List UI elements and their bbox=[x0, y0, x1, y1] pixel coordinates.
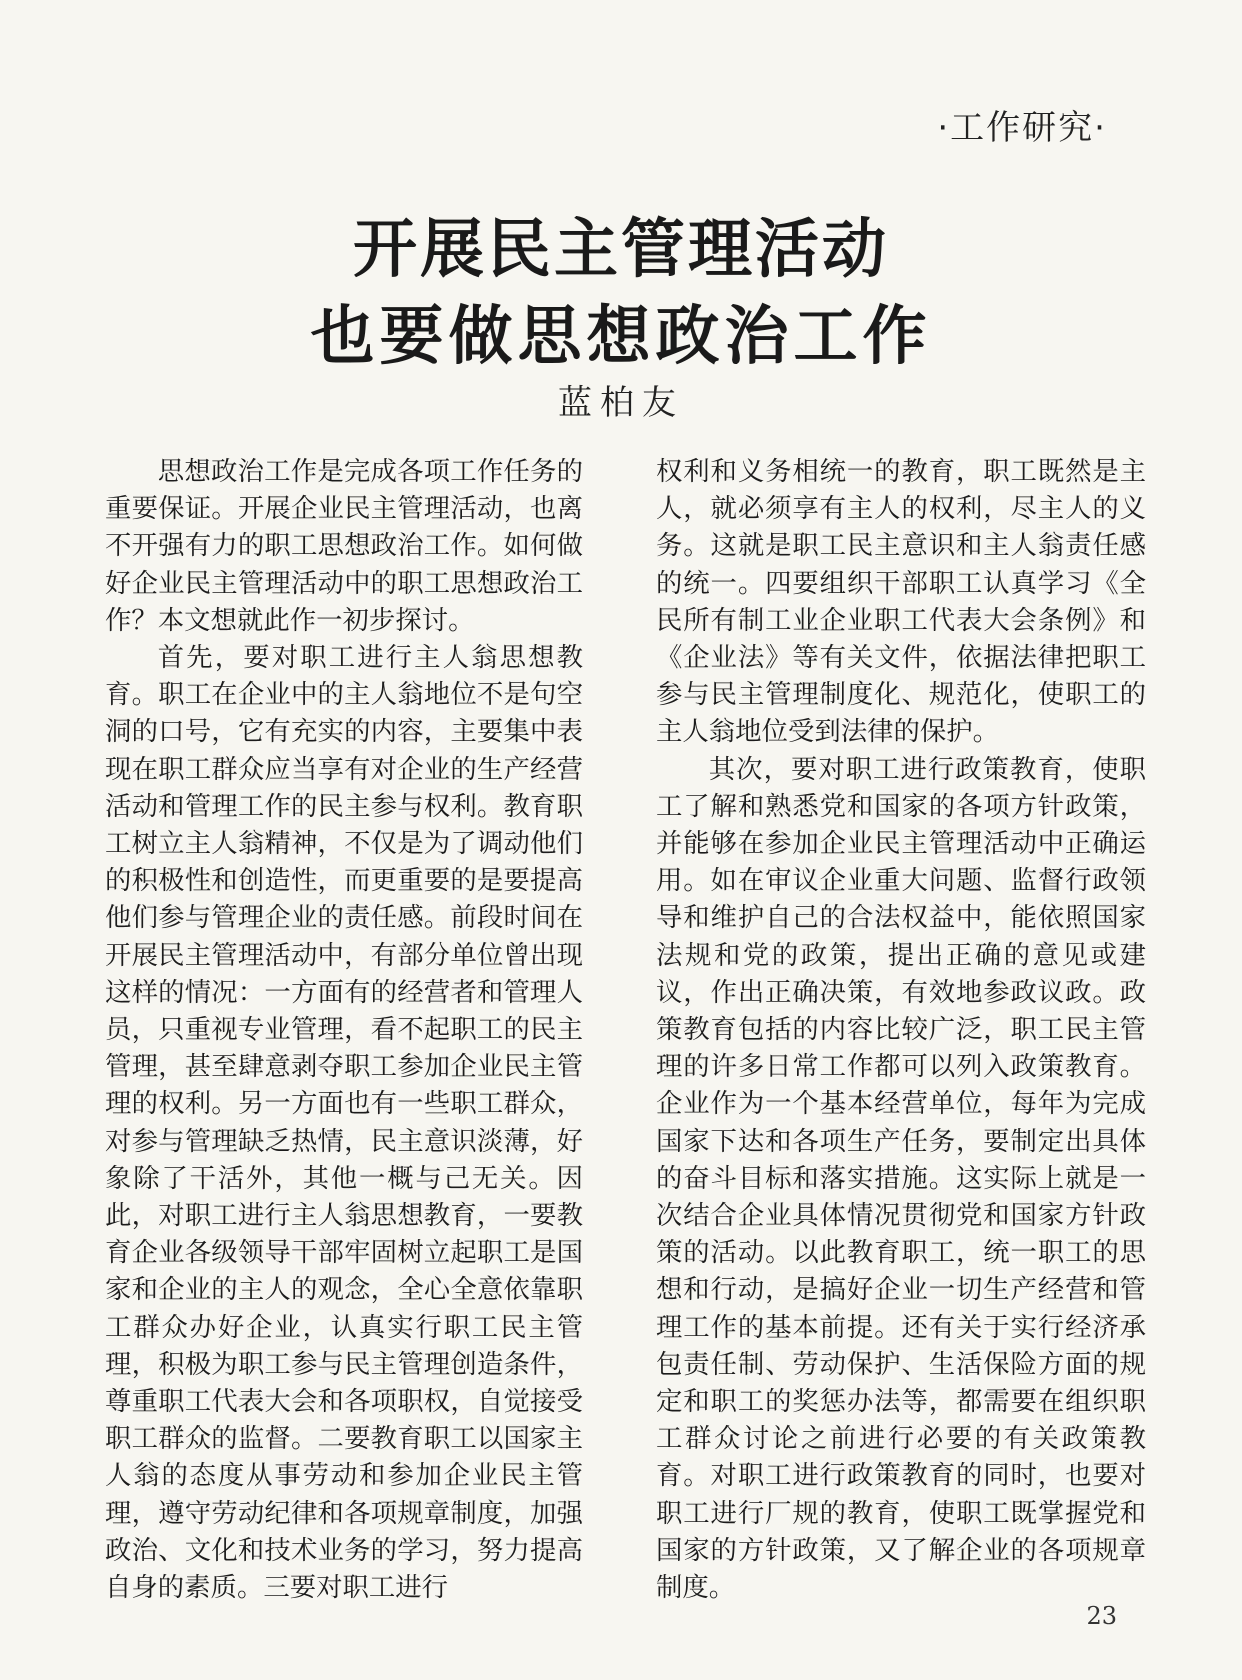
paragraph-intro: 思想政治工作是完成各项工作任务的重要保证。开展企业民主管理活动，也离不开强有力的职工思想政治工作。如何做好企业民主管理活动中的职工思想政治工作？本文想就此作一初步探讨。 bbox=[105, 456, 583, 636]
section-tag: ·工作研究· bbox=[937, 108, 1107, 148]
author-name: 蓝柏友 bbox=[558, 383, 684, 423]
paragraph-first-point-continued: 权利和义务相统一的教育，职工既然是主人，就必须享有主人的权利，尽主人的义务。这就是职工民主意识和主人翁责任感的统一。四要组织干部职工认真学习《全民所有制工业企业职工代表大会条例》和《企业法》等有关文件，依据法律把职工参与民主管理制度化、规范化，使职工的主人翁地位受到法律的保护。 bbox=[656, 456, 1146, 748]
page-number: 23 bbox=[1086, 1602, 1117, 1630]
paragraph-first-point: 首先，要对职工进行主人翁思想教育。职工在企业中的主人翁地位不是句空洞的口号，它有充实的内容，主要集中表现在职工群众应当享有对企业的生产经营活动和管理工作的民主参与权利。教育职工树立主人翁精神，不仅是为了调动他们的积极性和创造性，而更重要的是要提高他们参与管理企业的责任感。前段时间在开展民主管理活动中，有部分单位曾出现这样的情况：一方面有的经营者和管理人员，只重视专业管理，看不起职工的民主管理，甚至肆意剥夺职工参加企业民主管理的权利。另一方面也有一些职工群众，对参与管理缺乏热情，民主意识淡薄，好象除了干活外，其他一概与己无关。因此，对职工进行主人翁思想教育，一要教育企业各级领导干部牢固树立起职工是国家和企业的主人的观念，全心全意依靠职工群众办好企业，认真实行职工民主管理，积极为职工参与民主管理创造条件，尊重职工代表大会和各项职权，自觉接受职工群众的监督。二要教育职工以国家主人翁的态度从事劳动和参加企业民主管理，遵守劳动纪律和各项规章制度，加强政治、文化和技术业务的学习，努力提高自身的素质。三要对职工进行 bbox=[105, 642, 583, 1604]
article-title-line-2: 也要做思想政治工作 bbox=[310, 300, 932, 374]
article-title-line-1: 开展民主管理活动 bbox=[353, 213, 889, 287]
body-column-right bbox=[656, 453, 1146, 1606]
body-column-left bbox=[105, 453, 583, 1606]
paragraph-second-point: 其次，要对职工进行政策教育，使职工了解和熟悉党和国家的各项方针政策，并能够在参加企业民主管理活动中正确运用。如在审议企业重大问题、监督行政领导和维护自己的合法权益中，能依照国家法规和党的政策，提出正确的意见或建议，作出正确决策，有效地参政议政。政策教育包括的内容比较广泛，职工民主管理的许多日常工作都可以列入政策教育。企业作为一个基本经营单位，每年为完成国家下达和各项生产任务，要制定出具体的奋斗目标和落实措施。这实际上就是一次结合企业具体情况贯彻党和国家方针政策的活动。以此教育职工，统一职工的思想和行动，是搞好企业一切生产经营和管理工作的基本前提。还有关于实行经济承包责任制、劳动保护、生活保险方面的规定和职工的奖惩办法等，都需要在组织职工群众讨论之前进行必要的有关政策教育。对职工进行政策教育的同时，也要对职工进行厂规的教育，使职工既掌握党和国家的方针政策，又了解企业的各项规章制度。 bbox=[656, 753, 1146, 1604]
